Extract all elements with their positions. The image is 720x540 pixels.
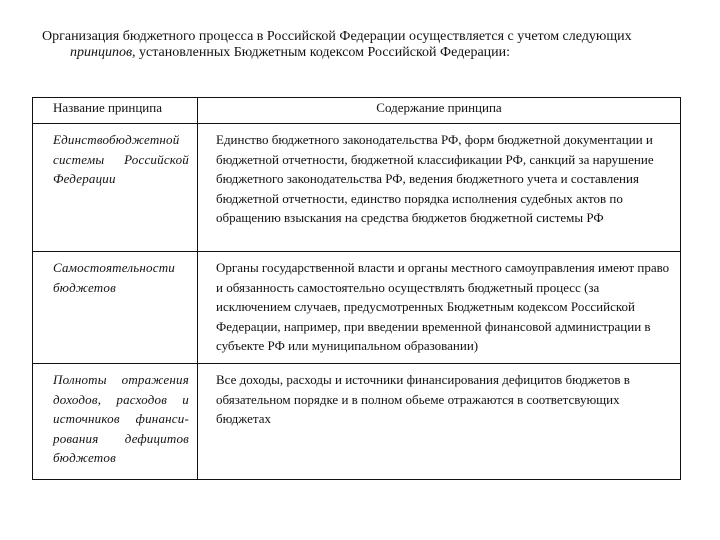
header-principle-name: Название принципа (33, 98, 198, 124)
intro-paragraph (42, 29, 702, 61)
intro-italic-term: принципов, (70, 45, 136, 60)
principle-content: Органы государственной власти и органы местного самоуправления имеют право и обязанность самостоятельно осуществлять бюджетный процесс (за исключением случаев, предусмотренных Бюджетным кодексом Российской Федерации, например, при введении временной финансовой администрации в субъекте РФ или муниципальном образовании) (198, 252, 681, 364)
table-row (33, 252, 681, 364)
table-row (33, 124, 681, 252)
intro-line-2-text: установленных Бюджетным кодексом Российской Федерации: (135, 45, 511, 60)
intro-line-1: Организация бюджетного процесса в Российской Федерации осуществляется с учетом следующих (42, 29, 632, 44)
principle-content: Все доходы, расходы и источники финансирования дефицитов бюджетов в обязательном порядке и в полном обьеме отражаются в соответсвующих бюджетах (198, 364, 681, 480)
principles-table (32, 97, 681, 480)
principle-name: Единствобюджетной системы Российской Федерации (33, 124, 198, 252)
principle-name: Самостоятельности бюджетов (33, 252, 198, 364)
principle-name: Полноты отражения доходов, расходов и источников финанси-рования дефицитов бюджетов (33, 364, 198, 480)
intro-line-2 (42, 45, 702, 61)
table-row (33, 364, 681, 480)
header-principle-content: Содержание принципа (198, 98, 681, 124)
principle-content: Единство бюджетного законодательства РФ, форм бюджетной документации и бюджетной отчетности, бюджетной классификации РФ, санкций за нарушение бюджетного законодательства РФ, ведения бюджетного учета и составления бюджетной отчетности, единство порядка исполнения судебных актов по обращению взыскания на средства бюджетов бюджетной системы РФ (198, 124, 681, 252)
table-header-row (33, 98, 681, 124)
